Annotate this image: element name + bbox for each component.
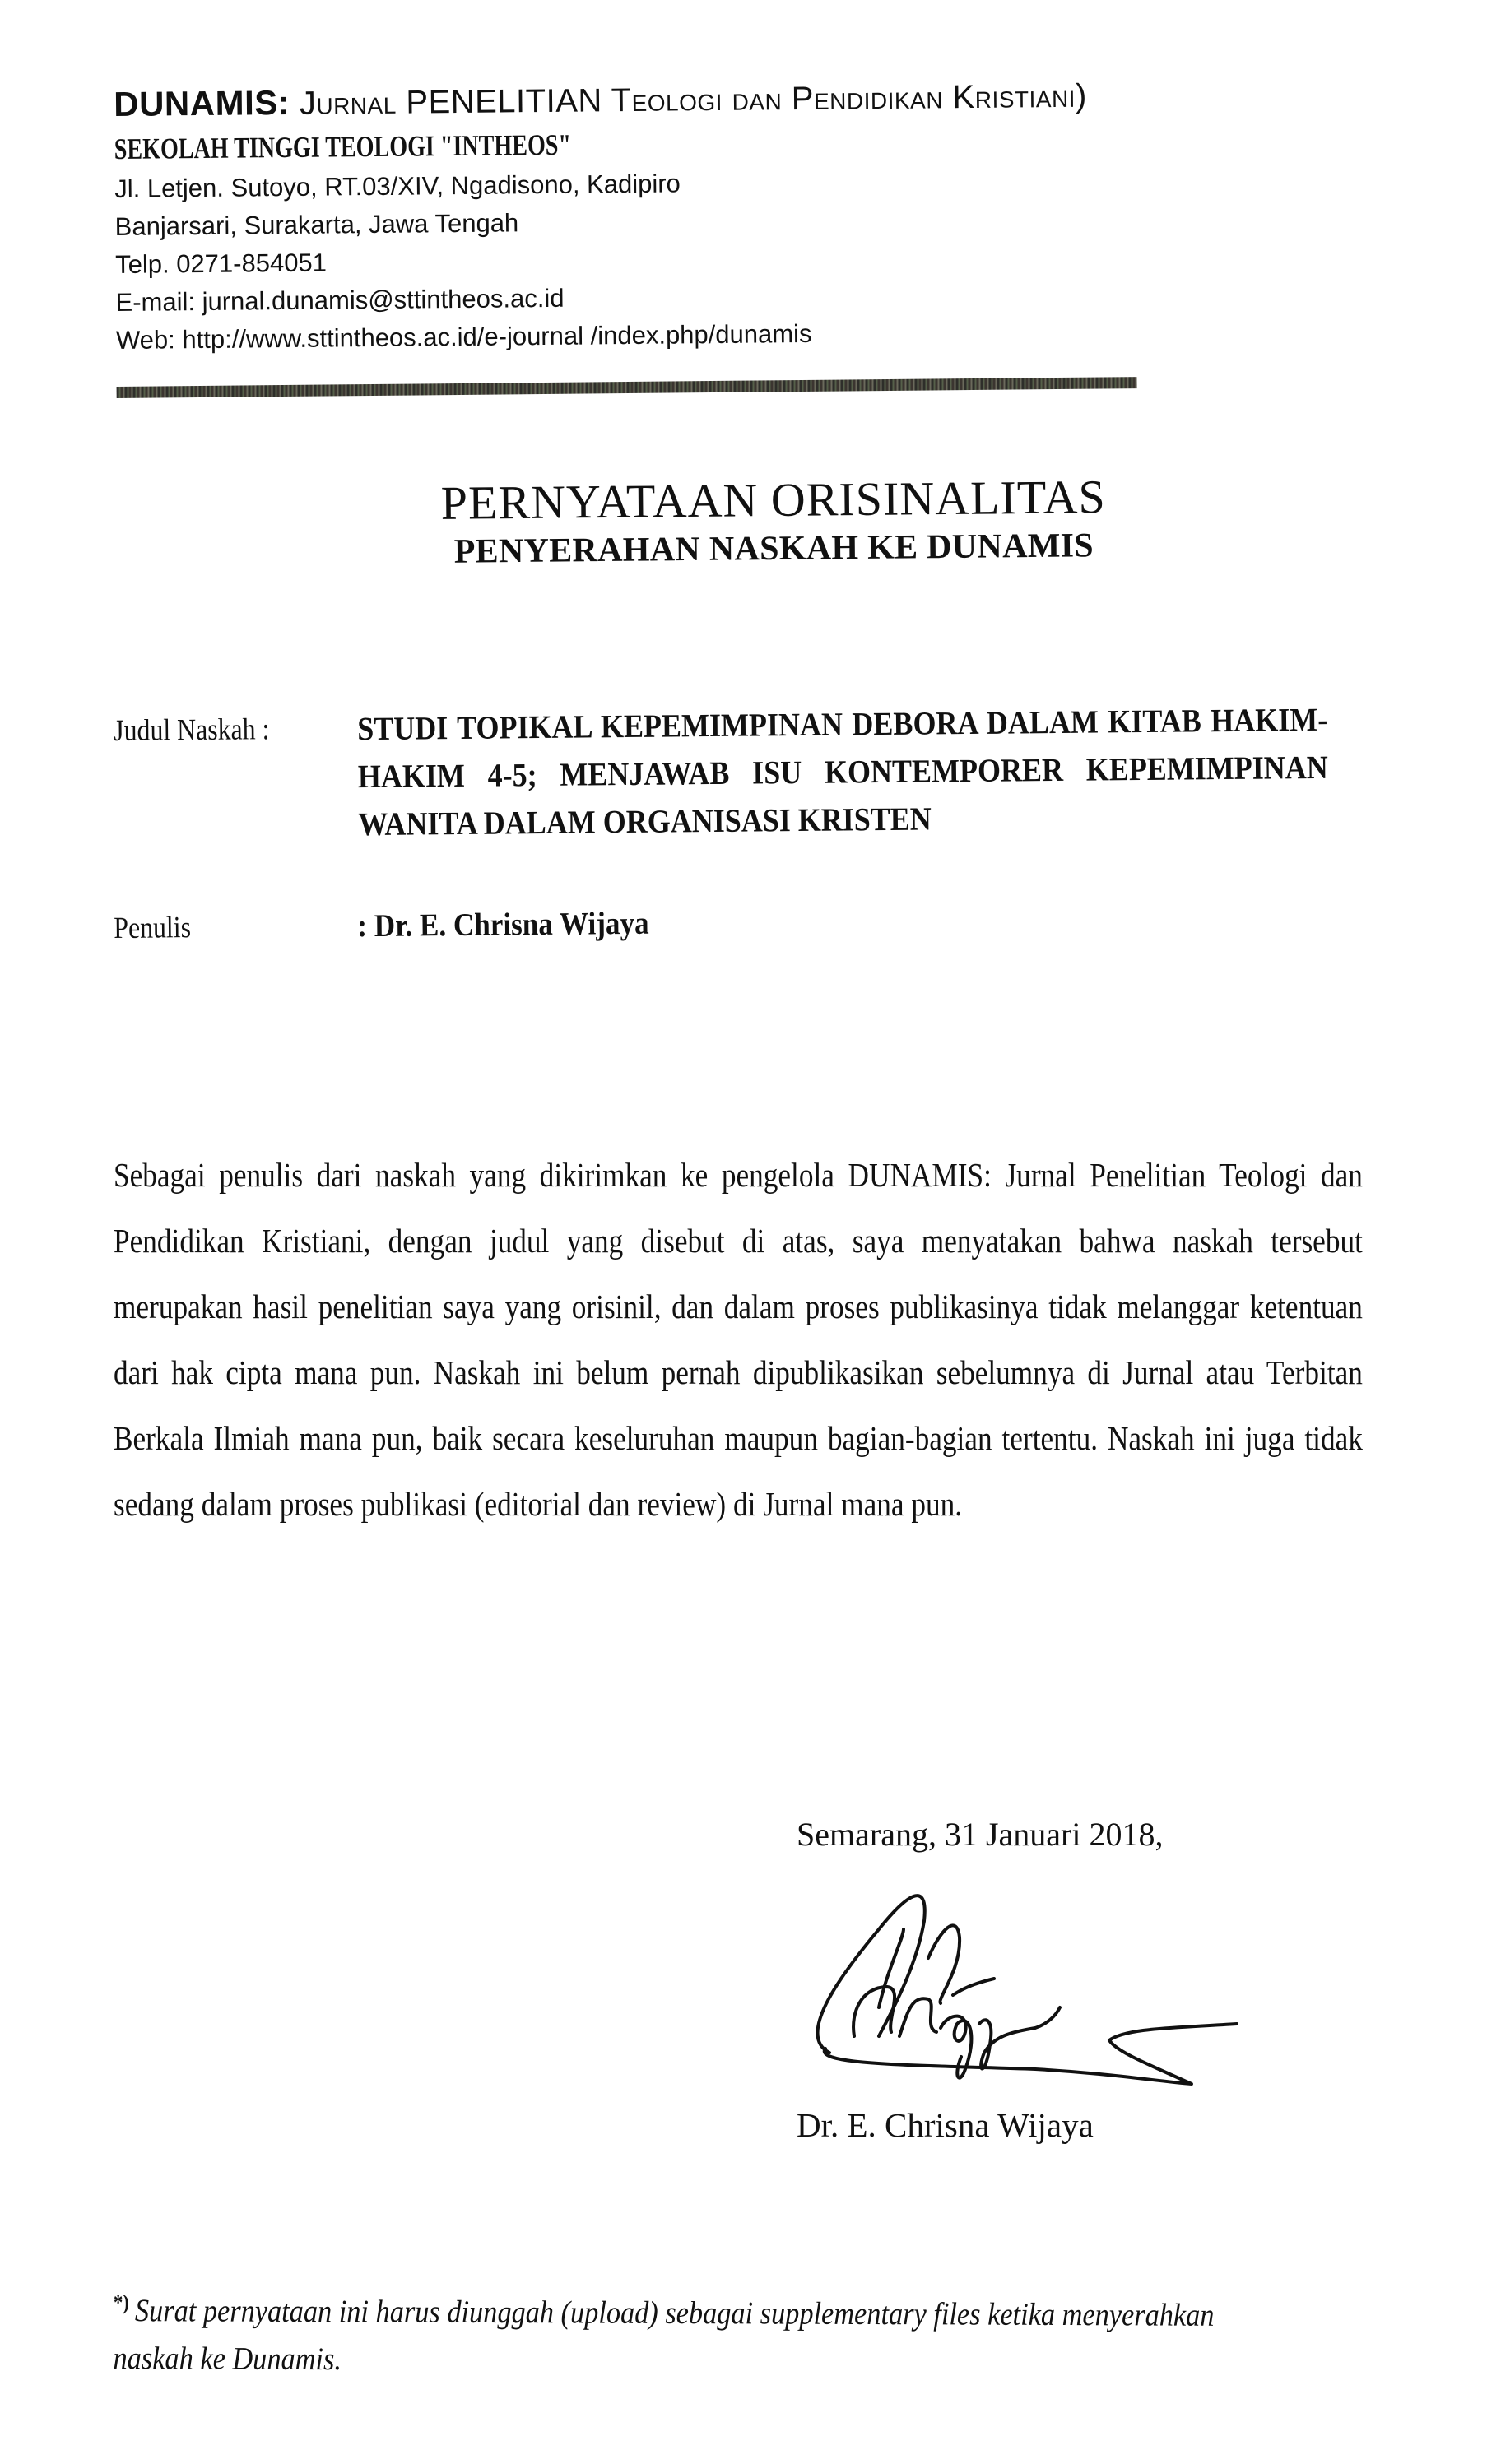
author-label: Penulis — [114, 911, 192, 945]
place-date: Semarang, 31 Januari 2018, — [797, 1816, 1164, 1853]
address-line-2: Banjarsari, Surakarta, Jawa Tengah — [114, 208, 519, 241]
author-field — [114, 892, 1480, 953]
footnote — [113, 2279, 1272, 2387]
signer-name: Dr. E. Chrisna Wijaya — [797, 2106, 1094, 2144]
phone: Telp. 0271-854051 — [114, 248, 328, 279]
school-name: SEKOLAH TINGGI TEOLOGI "INTHEOS" — [114, 128, 572, 165]
letterhead-divider — [117, 377, 1137, 398]
footnote-marker: *) — [113, 2290, 130, 2315]
letterhead — [114, 72, 1136, 360]
document-title: PERNYATAAN ORISINALITAS — [440, 470, 1107, 530]
statement-paragraph: Sebagai penulis dari naskah yang dikirimkan ke pengelola DUNAMIS: Jurnal Penelitian Teologi dan Pendidikan Kristiani, dengan judul yang disebut di atas, saya menyatakan bahwa naskah tersebut merupakan hasil penelitian saya yang orisinil, dan dalam proses publikasinya tidak melanggar ketentuan dari hak cipta mana pun. Naskah ini belum pernah dipublikasikan sebelumnya di Jurnal atau Terbitan Berkala Ilmiah mana pun, baik secara keseluruhan maupun bagian-bagian tertentu. Naskah ini juga tidak sedang dalam proses publikasi (editorial dan review) di Jurnal mana pun. — [114, 1156, 1363, 1523]
footnote-text: Surat pernyataan ini harus diunggah (upload) sebagai supplementary files ketika menyerahkan naskah ke Dunamis. — [113, 2293, 1215, 2378]
website: Web: http://www.sttintheos.ac.id/e-journal /index.php/dunamis — [115, 318, 812, 355]
address-line-1: Jl. Letjen. Sutoyo, RT.03/XIV, Ngadisono, Kadipiro — [114, 169, 681, 203]
signature-block — [797, 1810, 1290, 2144]
journal-full-name: Jurnal PENELITIAN Teologi dan Pendidikan Kristiani) — [299, 77, 1087, 122]
manuscript-title-label: Judul Naskah : — [114, 712, 270, 748]
manuscript-title-field — [114, 694, 1481, 851]
handwritten-signature-icon — [764, 1863, 1257, 2110]
journal-title — [114, 72, 1134, 128]
email: E-mail: jurnal.dunamis@sttintheos.ac.id — [115, 283, 565, 317]
document-heading — [361, 469, 1185, 574]
author-value: : Dr. E. Chrisna Wijaya — [357, 905, 649, 944]
manuscript-title-value: STUDI TOPIKAL KEPEMIMPINAN DEBORA DALAM KITAB HAKIM-HAKIM 4-5; MENJAWAB ISU KONTEMPORER KEPEMIMPINAN WANITA DALAM ORGANISASI KRISTEN — [357, 700, 1328, 843]
journal-brand: DUNAMIS: — [114, 82, 290, 123]
document-subtitle: PENYERAHAN NASKAH KE DUNAMIS — [453, 527, 1094, 571]
